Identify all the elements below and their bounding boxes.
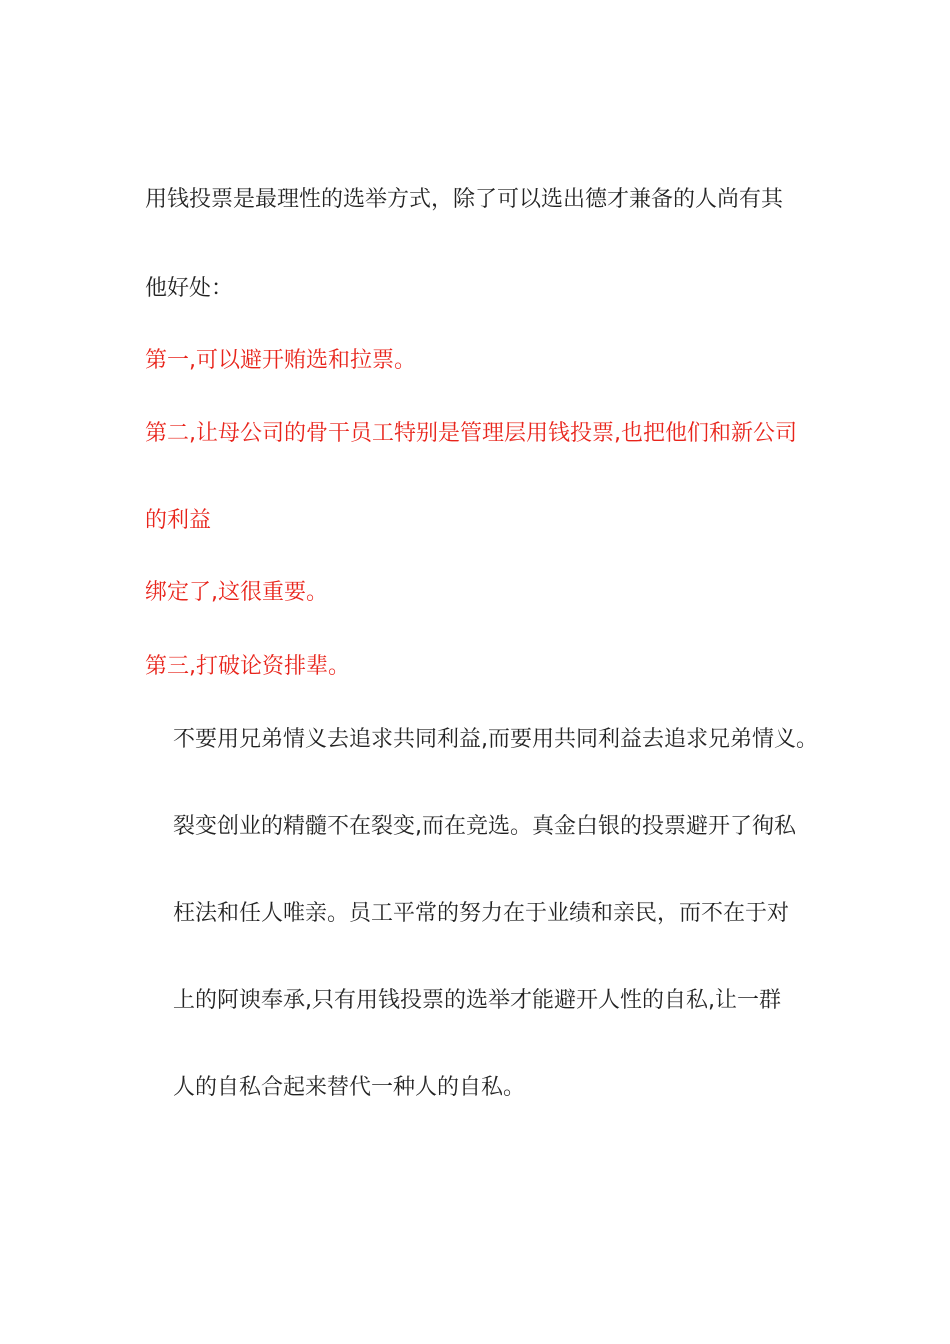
point-2-line-3: 绑定了,这很重要。	[145, 580, 328, 605]
point-2-line-2: 的利益	[145, 508, 212, 533]
intro-line-1: 用钱投票是最理性的选举方式，除了可以选出德才兼备的人尚有其	[145, 187, 784, 212]
body-line-5: 人的自私合起来替代一种人的自私。	[173, 1075, 526, 1100]
intro-line-2: 他好处：	[145, 276, 234, 301]
body-line-3: 枉法和任人唯亲。员工平常的努力在于业绩和亲民，而不在于对	[173, 901, 790, 926]
point-2-line-1: 第二,让母公司的骨干员工特别是管理层用钱投票,也把他们和新公司	[145, 421, 797, 446]
point-3: 第三,打破论资排辈。	[145, 654, 350, 679]
body-line-1: 不要用兄弟情义去追求共同利益,而要用共同利益去追求兄弟情义。	[173, 727, 818, 752]
point-1: 第一,可以避开贿选和拉票。	[145, 348, 416, 373]
body-line-2: 裂变创业的精髓不在裂变,而在竞选。真金白银的投票避开了徇私	[173, 814, 796, 839]
body-line-4: 上的阿谀奉承,只有用钱投票的选举才能避开人性的自私,让一群	[173, 988, 781, 1013]
